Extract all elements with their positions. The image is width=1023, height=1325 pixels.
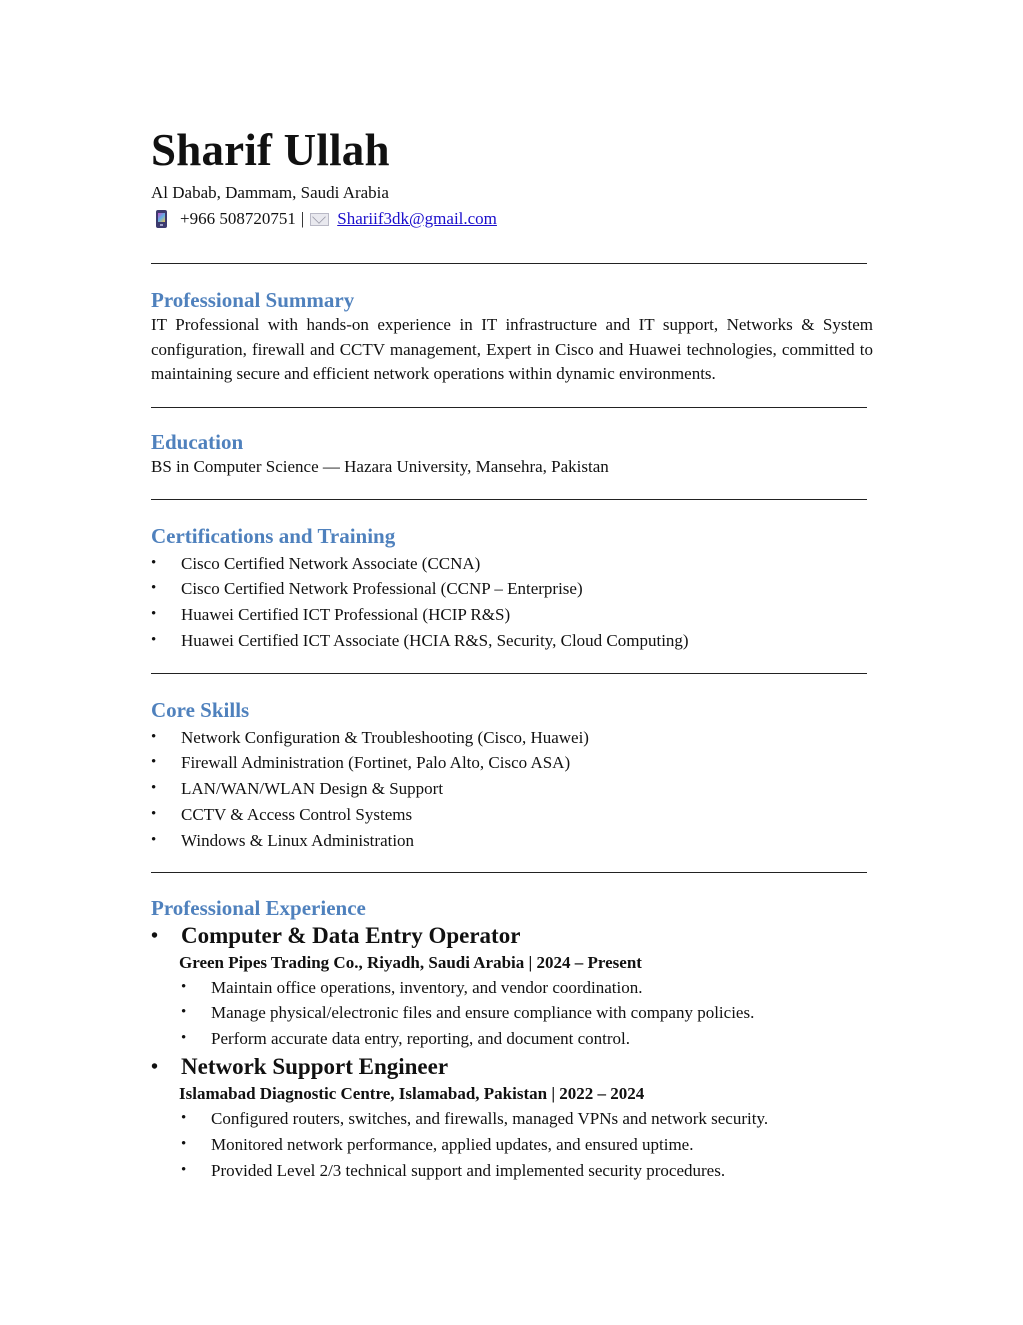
candidate-name: Sharif Ullah (151, 125, 390, 175)
skills-list (151, 725, 873, 854)
education-text: BS in Computer Science — Hazara University, Mansehra, Pakistan (151, 456, 609, 476)
address: Al Dabab, Dammam, Saudi Arabia (151, 183, 389, 202)
job-meta: Islamabad Diagnostic Centre, Islamabad, Pakistan | 2022 – 2024 (179, 1084, 645, 1104)
education-heading: Education (151, 429, 244, 454)
experience-heading: Professional Experience (151, 895, 366, 920)
list-item: • Cisco Certified Network Associate (CCNA) (151, 551, 873, 577)
envelope-icon (310, 213, 329, 226)
certifications-heading: Certifications and Training (151, 523, 396, 548)
job-duties (151, 1106, 873, 1183)
mobile-phone-icon (156, 210, 167, 228)
job-title: • Computer & Data Entry Operator (151, 921, 873, 951)
section-divider (151, 673, 867, 674)
email-link[interactable]: Shariif3dk@gmail.com (337, 209, 497, 228)
contact-line (151, 207, 873, 231)
list-item: • Provided Level 2/3 technical support and implemented security procedures. (151, 1158, 873, 1184)
summary-heading: Professional Summary (151, 288, 355, 312)
section-divider (151, 263, 867, 264)
list-item: • Manage physical/electronic files and ensure compliance with company policies. (151, 1000, 873, 1026)
job-entry (151, 921, 873, 1052)
list-item: • Monitored network performance, applied updates, and ensured uptime. (151, 1132, 873, 1158)
certifications-list (151, 551, 873, 654)
section-divider (151, 407, 867, 408)
contact-separator: | (300, 209, 305, 228)
list-item: • Windows & Linux Administration (151, 828, 873, 854)
job-title: • Network Support Engineer (151, 1052, 873, 1082)
section-divider (151, 872, 867, 873)
summary-text: IT Professional with hands-on experience in IT infrastructure and IT support, Networks & System configuration, firewall and CCTV management, Expert in Cisco and Huawei technologies, committed to maintaining secure and efficient network operations within dynamic environments. (151, 315, 873, 383)
skills-heading: Core Skills (151, 697, 250, 722)
list-item: • Huawei Certified ICT Associate (HCIA R&S, Security, Cloud Computing) (151, 628, 873, 654)
phone-number: +966 508720751 (180, 209, 296, 228)
list-item: • Firewall Administration (Fortinet, Palo Alto, Cisco ASA) (151, 750, 873, 776)
list-item: • Perform accurate data entry, reporting, and document control. (151, 1026, 873, 1052)
job-meta: Green Pipes Trading Co., Riyadh, Saudi Arabia | 2024 – Present (179, 952, 642, 972)
list-item: • Configured routers, switches, and firewalls, managed VPNs and network security. (151, 1106, 873, 1132)
job-duties (151, 975, 873, 1052)
list-item: • LAN/WAN/WLAN Design & Support (151, 776, 873, 802)
list-item: • Maintain office operations, inventory, and vendor coordination. (151, 975, 873, 1001)
list-item: • Cisco Certified Network Professional (CCNP – Enterprise) (151, 576, 873, 602)
list-item: • CCTV & Access Control Systems (151, 802, 873, 828)
job-entry (151, 1052, 873, 1183)
section-divider (151, 499, 867, 500)
list-item: • Network Configuration & Troubleshooting (Cisco, Huawei) (151, 725, 873, 751)
resume-page (151, 120, 873, 1183)
list-item: • Huawei Certified ICT Professional (HCIP R&S) (151, 602, 873, 628)
